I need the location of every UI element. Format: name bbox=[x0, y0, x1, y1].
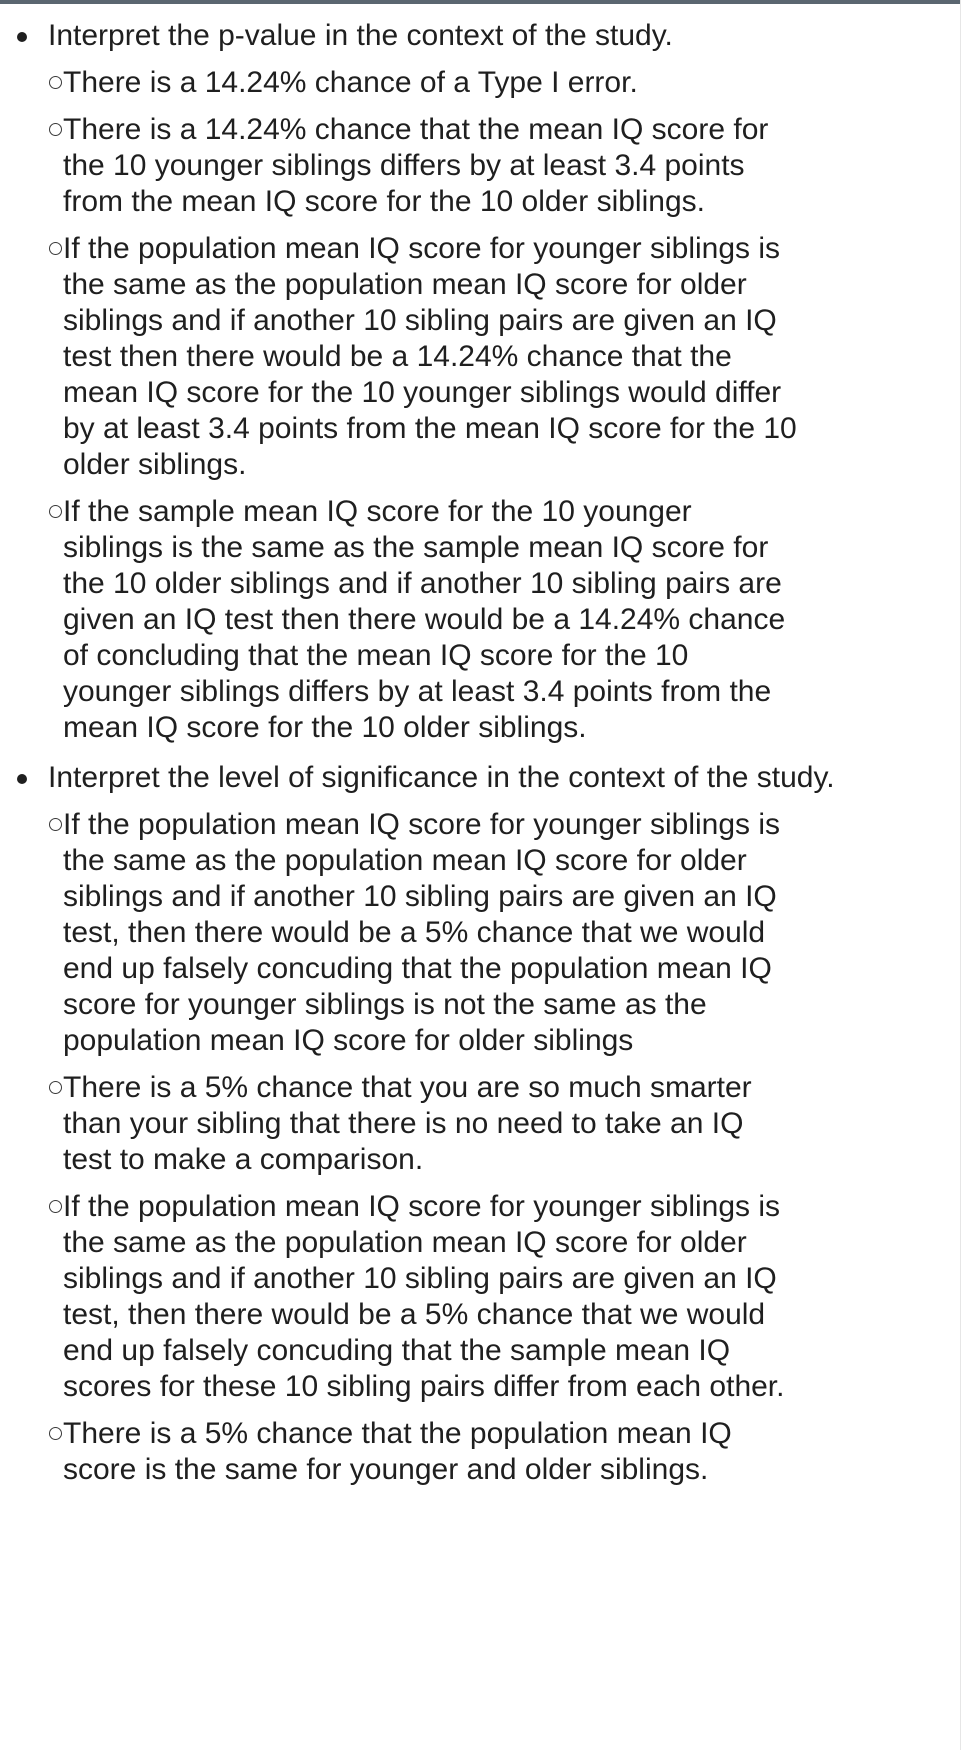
answer-option-2[interactable] bbox=[0, 112, 940, 220]
answer-options bbox=[0, 65, 940, 746]
answer-option-label: There is a 14.24% chance of a Type I error. bbox=[63, 66, 638, 99]
question-prompt: Interpret the level of significance in the context of the study. bbox=[48, 761, 835, 794]
answer-option-label: There is a 5% chance that the population mean IQ score is the same for younger and older siblings. bbox=[63, 1417, 732, 1486]
answer-option-label: There is a 5% chance that you are so much smarter than your sibling that there is no need to take an IQ test to make a comparison. bbox=[63, 1071, 752, 1176]
answer-option-label: There is a 14.24% chance that the mean IQ score for the 10 younger siblings differs by at least 3.4 points from the mean IQ score for the 10 older siblings. bbox=[63, 113, 769, 218]
radio-button-icon[interactable] bbox=[49, 242, 62, 255]
bullet-icon bbox=[17, 32, 27, 42]
answer-option-1[interactable] bbox=[0, 807, 940, 1059]
radio-button-icon[interactable] bbox=[49, 818, 62, 831]
answer-option-4[interactable] bbox=[0, 1416, 940, 1488]
answer-option-label: If the population mean IQ score for younger siblings is the same as the population mean IQ score for older siblings and if another 10 sibling pairs are given an IQ test, then there would be a 5% chance that we would end up falsely concuding that the population mean IQ score for younger siblings is not the same as the population mean IQ score for older siblings bbox=[63, 808, 781, 1057]
answer-options bbox=[0, 807, 940, 1488]
answer-option-1[interactable] bbox=[0, 65, 940, 101]
answer-option-label: If the population mean IQ score for younger siblings is the same as the population mean IQ score for older siblings and if another 10 sibling pairs are given an IQ test then there would be a 14.24% chance that the mean IQ score for the 10 younger siblings would differ by at least 3.4 points from the mean IQ score for the 10 older siblings. bbox=[63, 232, 797, 481]
answer-option-label: If the sample mean IQ score for the 10 younger siblings is the same as the sample mean IQ score for the 10 older siblings and if another 10 sibling pairs are given an IQ test then there would be a 14.24% chance of concluding that the mean IQ score for the 10 younger siblings differs by at least 3.4 points from the mean IQ score for the 10 older siblings. bbox=[63, 495, 786, 744]
radio-button-icon[interactable] bbox=[49, 123, 62, 136]
answer-option-2[interactable] bbox=[0, 1070, 940, 1178]
question-prompt: Interpret the p-value in the context of the study. bbox=[48, 19, 673, 52]
question-significance-level bbox=[0, 760, 940, 1488]
radio-button-icon[interactable] bbox=[49, 1427, 62, 1440]
radio-button-icon[interactable] bbox=[49, 505, 62, 518]
radio-button-icon[interactable] bbox=[49, 1200, 62, 1213]
top-border bbox=[0, 0, 961, 4]
question-p-value bbox=[0, 18, 940, 746]
answer-option-3[interactable] bbox=[0, 1189, 940, 1405]
answer-option-3[interactable] bbox=[0, 231, 940, 483]
radio-button-icon[interactable] bbox=[49, 1081, 62, 1094]
answer-option-4[interactable] bbox=[0, 494, 940, 746]
question-list bbox=[0, 18, 940, 1488]
bullet-icon bbox=[17, 774, 27, 784]
radio-button-icon[interactable] bbox=[49, 76, 62, 89]
answer-option-label: If the population mean IQ score for younger siblings is the same as the population mean IQ score for older siblings and if another 10 sibling pairs are given an IQ test, then there would be a 5% chance that we would end up falsely concuding that the sample mean IQ scores for these 10 sibling pairs differ from each other. bbox=[63, 1190, 785, 1403]
